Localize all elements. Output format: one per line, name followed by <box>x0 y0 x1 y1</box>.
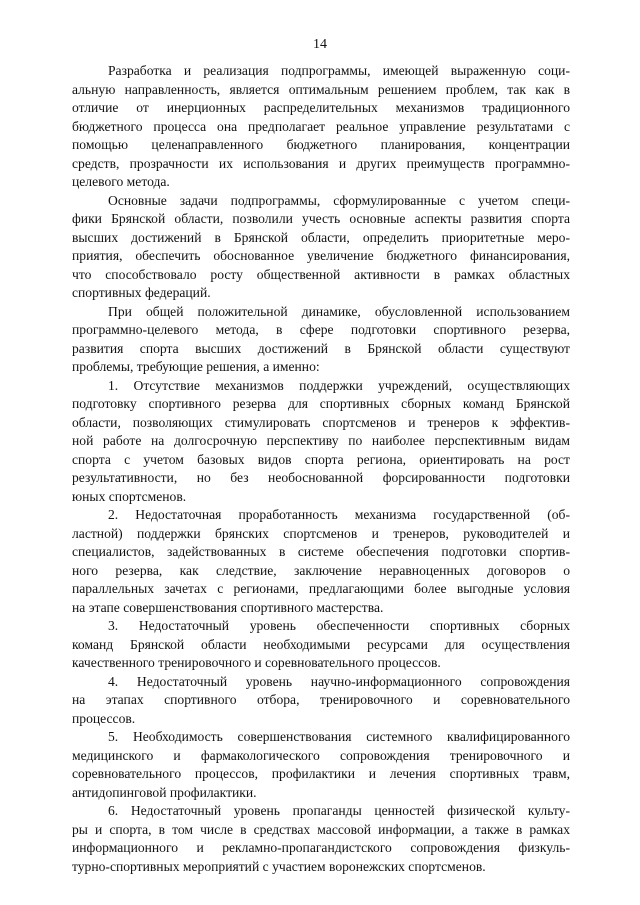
text-line: медицинского и фармакологического сопровождения тренировочного и <box>72 747 570 763</box>
text-line: что способствовало росту общественной активности в рамках областных <box>72 266 570 282</box>
text-line: помощью целенаправленного бюджетного планирования, концентрации <box>72 137 570 152</box>
text-line: бюджетного процесса она предполагает реальное управление результатами с <box>72 118 570 134</box>
text-line: параллельных зачетах с регионами, предлагающими более выгодные условия <box>72 581 570 596</box>
text-line: 6. Недостаточный уровень пропаганды ценностей физической культу- <box>108 803 570 818</box>
page-number: 14 <box>313 37 327 52</box>
text-line: спорта с учетом базовых видов спорта региона, ориентировать на рост <box>72 451 570 467</box>
text-line: подготовку спортивного резерва для спортивных сборных команд Брянской <box>72 396 570 411</box>
text-line: процессов. <box>72 710 136 726</box>
text-line: альную направленность, является оптимальным решением проблем, так как в <box>72 81 570 97</box>
text-line: соревновательного процессов, профилактики и лечения спортивных травм, <box>72 766 570 781</box>
text-line: развития спорта высших достижений в Брянской области существуют <box>72 340 570 356</box>
text-line: 2. Недостаточная проработанность механизма государственной (об- <box>108 507 570 522</box>
text-line: 4. Недостаточный уровень научно-информационного сопровождения <box>108 673 570 689</box>
text-line: высших достижений в Брянской области, определить приоритетные меро- <box>72 229 570 245</box>
text-line: отличие от инерционных распределительных механизмов традиционного <box>72 100 570 115</box>
list-item-2 <box>72 506 570 617</box>
text-line: Разработка и реализация подпрограммы, имеющей выраженную соци- <box>108 63 570 78</box>
text-line: на этапах спортивного отбора, тренировочного и соревновательного <box>72 692 570 707</box>
text-line: юных спортсменов. <box>72 488 187 504</box>
text-line: качественного тренировочного и соревновательного процессов. <box>72 655 441 670</box>
list-item-5 <box>72 728 570 802</box>
text-line: 1. Отсутствие механизмов поддержки учреждений, осуществляющих <box>108 377 570 393</box>
list-item-1 <box>72 377 570 507</box>
text-line: антидопинговой профилактики. <box>72 784 257 800</box>
text-line: При общей положительной динамике, обусловленной использованием <box>108 303 570 319</box>
text-line: ластной) поддержки брянских спортсменов и тренеров, руководителей и <box>72 525 570 541</box>
text-line: средств, прозрачности их использования и других преимуществ программно- <box>72 155 570 171</box>
text-line: команд Брянской области необходимыми ресурсами для осуществления <box>72 636 570 652</box>
text-line: Основные задачи подпрограммы, сформулированные с учетом специ- <box>108 192 570 208</box>
text-line: проблемы, требующие решения, а именно: <box>72 359 320 374</box>
text-line: информационного и рекламно-пропагандистского сопровождения физкуль- <box>72 840 570 855</box>
text-line: 3. Недостаточный уровень обеспеченности спортивных сборных <box>108 618 570 633</box>
document-body <box>72 62 570 876</box>
text-line: спортивных федераций. <box>72 285 211 300</box>
text-line: ной работе на долгосрочную перспективу по наиболее перспективным видам <box>72 433 570 448</box>
paragraph-tasks <box>72 192 570 303</box>
text-line: результативности, но без необоснованной форсированности подготовки <box>72 470 570 485</box>
list-item-6 <box>72 802 570 876</box>
text-line: ного резерва, как следствие, заключение неравноценных договоров о <box>72 562 570 578</box>
paragraph-intro <box>72 62 570 192</box>
text-line: 5. Необходимость совершенствования системного квалифицированного <box>108 729 570 744</box>
text-line: приятия, обеспечить обоснованное увеличение бюджетного финансирования, <box>72 248 570 263</box>
text-line: фики Брянской области, позволили учесть основные аспекты развития спорта <box>72 211 570 226</box>
text-line: целевого метода. <box>72 174 170 189</box>
text-line: области, позволяющих стимулировать спортсменов и тренеров к эффектив- <box>72 414 570 430</box>
text-line: турно-спортивных мероприятий с участием воронежских спортсменов. <box>72 858 486 874</box>
paragraph-problems-intro <box>72 303 570 377</box>
text-line: специалистов, задействованных в системе обеспечения подготовки спортив- <box>72 544 570 559</box>
text-line: программно-целевого метода, в сфере подготовки спортивного резерва, <box>72 322 570 337</box>
list-item-4 <box>72 673 570 729</box>
text-line: ры и спорта, в том числе в средствах массовой информации, а также в рамках <box>72 821 570 837</box>
text-line: на этапе совершенствования спортивного мастерства. <box>72 599 384 615</box>
list-item-3 <box>72 617 570 673</box>
